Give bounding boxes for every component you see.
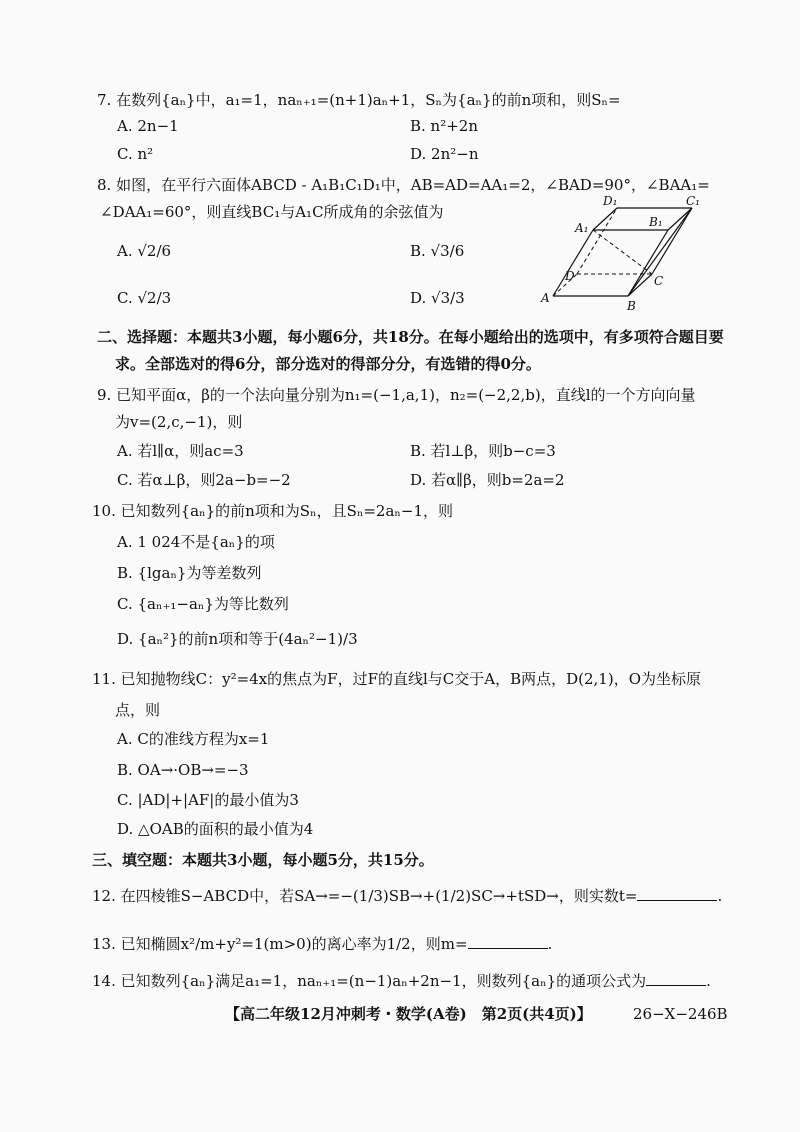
- q14-answer-blank[interactable]: [646, 971, 706, 986]
- q13-stem: 13. 已知椭圆x²/m+y²=1(m>0)的离心率为1/2，则m=: [92, 935, 468, 953]
- q11-option-c: C. |AD|+|AF|的最小值为3: [117, 791, 299, 809]
- figure-label-c: C: [654, 274, 664, 288]
- q7-option-c: C. n²: [117, 145, 154, 163]
- q7-option-d: D. 2n²−n: [410, 145, 479, 163]
- q12-answer-blank[interactable]: [637, 886, 717, 901]
- q8-option-c: C. √2/3: [117, 289, 172, 307]
- q13-answer-blank[interactable]: [468, 934, 548, 949]
- q8-option-b: B. √3/6: [410, 242, 465, 260]
- q9-stem-line1: 9. 已知平面α，β的一个法向量分别为n₁=(−1,a,1)，n₂=(−2,2,b)，直线l的一个方向向量: [97, 386, 696, 404]
- section3-heading: 三、填空题：本题共3小题，每小题5分，共15分。: [92, 851, 434, 869]
- figure-label-c1: C₁: [686, 194, 700, 208]
- q10-option-b: B. {lgaₙ}为等差数列: [117, 564, 262, 582]
- figure-label-d1: D₁: [603, 194, 618, 208]
- q8-stem-line2: ∠DAA₁=60°，则直线BC₁与A₁C所成角的余弦值为: [100, 203, 444, 221]
- q13-line: [92, 933, 552, 955]
- q14-end: .: [706, 972, 711, 990]
- figure-label-d: D: [565, 269, 575, 283]
- q8-option-d: D. √3/3: [410, 289, 465, 307]
- parallelepiped-figure: [535, 192, 705, 314]
- q11-stem-line1: 11. 已知抛物线C：y²=4x的焦点为F，过F的直线l与C交于A，B两点，D(2,1)，O为坐标原: [92, 670, 701, 688]
- q14-line: [92, 970, 711, 992]
- q12-stem: 12. 在四棱锥S−ABCD中，若SA→=−(1/3)SB→+(1/2)SC→+tSD→，则实数t=: [92, 887, 638, 905]
- q13-end: .: [547, 935, 553, 953]
- q12-end: .: [717, 887, 723, 905]
- q8-option-a: A. √2/6: [117, 242, 172, 260]
- q11-option-b: B. OA→·OB→=−3: [117, 761, 249, 779]
- q7-stem: 7. 在数列{aₙ}中，a₁=1，naₙ₊₁=(n+1)aₙ+1，Sₙ为{aₙ}的前n项和，则Sₙ=: [97, 91, 621, 109]
- figure-label-b: B: [627, 299, 636, 313]
- q9-stem-line2: 为v=(2,c,−1)，则: [115, 413, 243, 431]
- q8-stem-line1: 8. 如图，在平行六面体ABCD - A₁B₁C₁D₁中，AB=AD=AA₁=2，∠BAD=90°，∠BAA₁=: [97, 176, 710, 194]
- q10-option-c: C. {aₙ₊₁−aₙ}为等比数列: [117, 595, 289, 613]
- q12-line: [92, 885, 722, 907]
- q11-stem-line2: 点，则: [115, 701, 161, 719]
- figure-label-a1: A₁: [575, 221, 589, 235]
- section2-heading-line1: 二、选择题：本题共3小题，每小题6分，共18分。在每小题给出的选项中，有多项符合题目要: [97, 328, 724, 346]
- q10-option-a: A. 1 024不是{aₙ}的项: [117, 533, 275, 551]
- footer-page-info: 【高二年级12月冲刺考・数学(A卷) 第2页(共4页)】: [225, 1005, 592, 1023]
- q10-stem: 10. 已知数列{aₙ}的前n项和为Sₙ，且Sₙ=2aₙ−1，则: [92, 502, 453, 520]
- q11-option-a: A. C的准线方程为x=1: [117, 730, 270, 748]
- q14-stem: 14. 已知数列{aₙ}满足a₁=1，naₙ₊₁=(n−1)aₙ+2n−1，则数列{aₙ}的通项公式为: [92, 972, 647, 990]
- q9-option-c: C. 若α⊥β，则2a−b=−2: [117, 471, 291, 489]
- q11-option-d: D. △OAB的面积的最小值为4: [117, 820, 314, 838]
- figure-label-a: A: [541, 291, 550, 305]
- q7-option-a: A. 2n−1: [117, 117, 179, 135]
- q10-option-d: D. {aₙ²}的前n项和等于(4aₙ²−1)/3: [117, 630, 358, 648]
- figure-label-b1: B₁: [649, 215, 663, 229]
- footer-code: 26−X−246B: [633, 1005, 728, 1023]
- q9-option-d: D. 若α∥β，则b=2a=2: [410, 471, 565, 489]
- q7-option-b: B. n²+2n: [410, 117, 479, 135]
- q9-option-a: A. 若l∥α，则ac=3: [117, 442, 244, 460]
- section2-heading-line2: 求。全部选对的得6分，部分选对的得部分分，有选错的得0分。: [115, 355, 541, 373]
- q9-option-b: B. 若l⊥β，则b−c=3: [410, 442, 556, 460]
